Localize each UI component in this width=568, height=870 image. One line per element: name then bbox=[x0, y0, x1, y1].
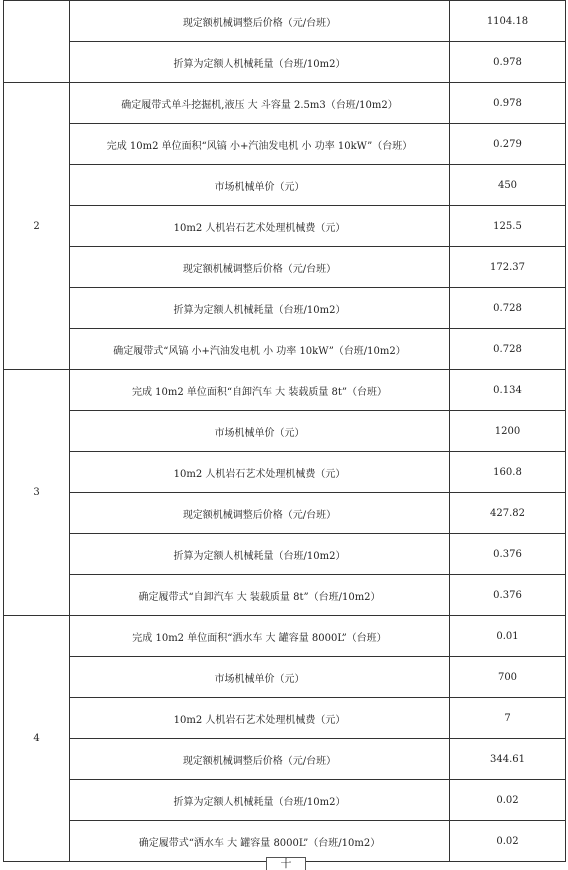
item-value-cell: 0.279 bbox=[450, 124, 566, 165]
table-row bbox=[4, 411, 566, 452]
table-row bbox=[4, 698, 566, 739]
group-number-cell: 2 bbox=[4, 83, 70, 370]
table-row bbox=[4, 821, 566, 862]
item-value-cell: 0.01 bbox=[450, 616, 566, 657]
table-row bbox=[4, 370, 566, 411]
group-number-cell: 3 bbox=[4, 370, 70, 616]
table-row bbox=[4, 616, 566, 657]
item-description-cell: 现定额机械调整后价格（元/台班） bbox=[70, 739, 450, 780]
table-row bbox=[4, 493, 566, 534]
item-value-cell: 427.82 bbox=[450, 493, 566, 534]
item-value-cell: 0.376 bbox=[450, 534, 566, 575]
table-row bbox=[4, 575, 566, 616]
item-value-cell: 0.978 bbox=[450, 83, 566, 124]
table-row bbox=[4, 534, 566, 575]
item-value-cell: 160.8 bbox=[450, 452, 566, 493]
table-row bbox=[4, 206, 566, 247]
item-value-cell: 1104.18 bbox=[450, 1, 566, 42]
table-body bbox=[4, 1, 566, 862]
item-value-cell: 125.5 bbox=[450, 206, 566, 247]
item-description-cell: 折算为定额人机械耗量（台班/10m2） bbox=[70, 780, 450, 821]
item-description-cell: 市场机械单价（元） bbox=[70, 411, 450, 452]
item-description-cell: 10m2 人机岩石艺术处理机械费（元） bbox=[70, 452, 450, 493]
table-row bbox=[4, 124, 566, 165]
machinery-cost-table bbox=[3, 0, 566, 862]
table-row bbox=[4, 1, 566, 42]
table-row bbox=[4, 83, 566, 124]
table-row bbox=[4, 288, 566, 329]
item-description-cell: 确定履带式“风镐 小+汽油发电机 小 功率 10kW”（台班/10m2） bbox=[70, 329, 450, 370]
table-row bbox=[4, 247, 566, 288]
item-value-cell: 0.376 bbox=[450, 575, 566, 616]
item-value-cell: 0.978 bbox=[450, 42, 566, 83]
item-description-cell: 确定履带式单斗挖掘机,液压 大 斗容量 2.5m3（台班/10m2） bbox=[70, 83, 450, 124]
item-value-cell: 450 bbox=[450, 165, 566, 206]
item-description-cell: 现定额机械调整后价格（元/台班） bbox=[70, 493, 450, 534]
item-value-cell: 344.61 bbox=[450, 739, 566, 780]
item-description-cell: 确定履带式“自卸汽车 大 装载质量 8t”（台班/10m2） bbox=[70, 575, 450, 616]
item-value-cell: 1200 bbox=[450, 411, 566, 452]
table-row bbox=[4, 452, 566, 493]
table-row bbox=[4, 165, 566, 206]
table-row bbox=[4, 780, 566, 821]
item-description-cell: 完成 10m2 单位面积“自卸汽车 大 装载质量 8t”（台班） bbox=[70, 370, 450, 411]
item-value-cell: 7 bbox=[450, 698, 566, 739]
item-value-cell: 0.02 bbox=[450, 821, 566, 862]
item-description-cell: 完成 10m2 单位面积“洒水车 大 罐容量 8000L”（台班） bbox=[70, 616, 450, 657]
item-description-cell: 折算为定额人机械耗量（台班/10m2） bbox=[70, 288, 450, 329]
item-description-cell: 10m2 人机岩石艺术处理机械费（元） bbox=[70, 698, 450, 739]
table-row bbox=[4, 329, 566, 370]
table-row bbox=[4, 42, 566, 83]
item-description-cell: 现定额机械调整后价格（元/台班） bbox=[70, 1, 450, 42]
item-description-cell: 折算为定额人机械耗量（台班/10m2） bbox=[70, 42, 450, 83]
item-description-cell: 确定履带式“洒水车 大 罐容量 8000L”（台班/10m2） bbox=[70, 821, 450, 862]
item-description-cell: 完成 10m2 单位面积“风镐 小+汽油发电机 小 功率 10kW”（台班） bbox=[70, 124, 450, 165]
item-value-cell: 0.134 bbox=[450, 370, 566, 411]
item-value-cell: 700 bbox=[450, 657, 566, 698]
item-value-cell: 0.02 bbox=[450, 780, 566, 821]
item-value-cell: 0.728 bbox=[450, 329, 566, 370]
table-row bbox=[4, 739, 566, 780]
item-description-cell: 现定额机械调整后价格（元/台班） bbox=[70, 247, 450, 288]
item-value-cell: 172.37 bbox=[450, 247, 566, 288]
item-description-cell: 折算为定额人机械耗量（台班/10m2） bbox=[70, 534, 450, 575]
table-continuation-marker: 十 bbox=[266, 857, 306, 870]
item-description-cell: 市场机械单价（元） bbox=[70, 657, 450, 698]
group-number-cell bbox=[4, 1, 70, 83]
group-number-cell: 4 bbox=[4, 616, 70, 862]
item-description-cell: 市场机械单价（元） bbox=[70, 165, 450, 206]
item-value-cell: 0.728 bbox=[450, 288, 566, 329]
table-row bbox=[4, 657, 566, 698]
item-description-cell: 10m2 人机岩石艺术处理机械费（元） bbox=[70, 206, 450, 247]
